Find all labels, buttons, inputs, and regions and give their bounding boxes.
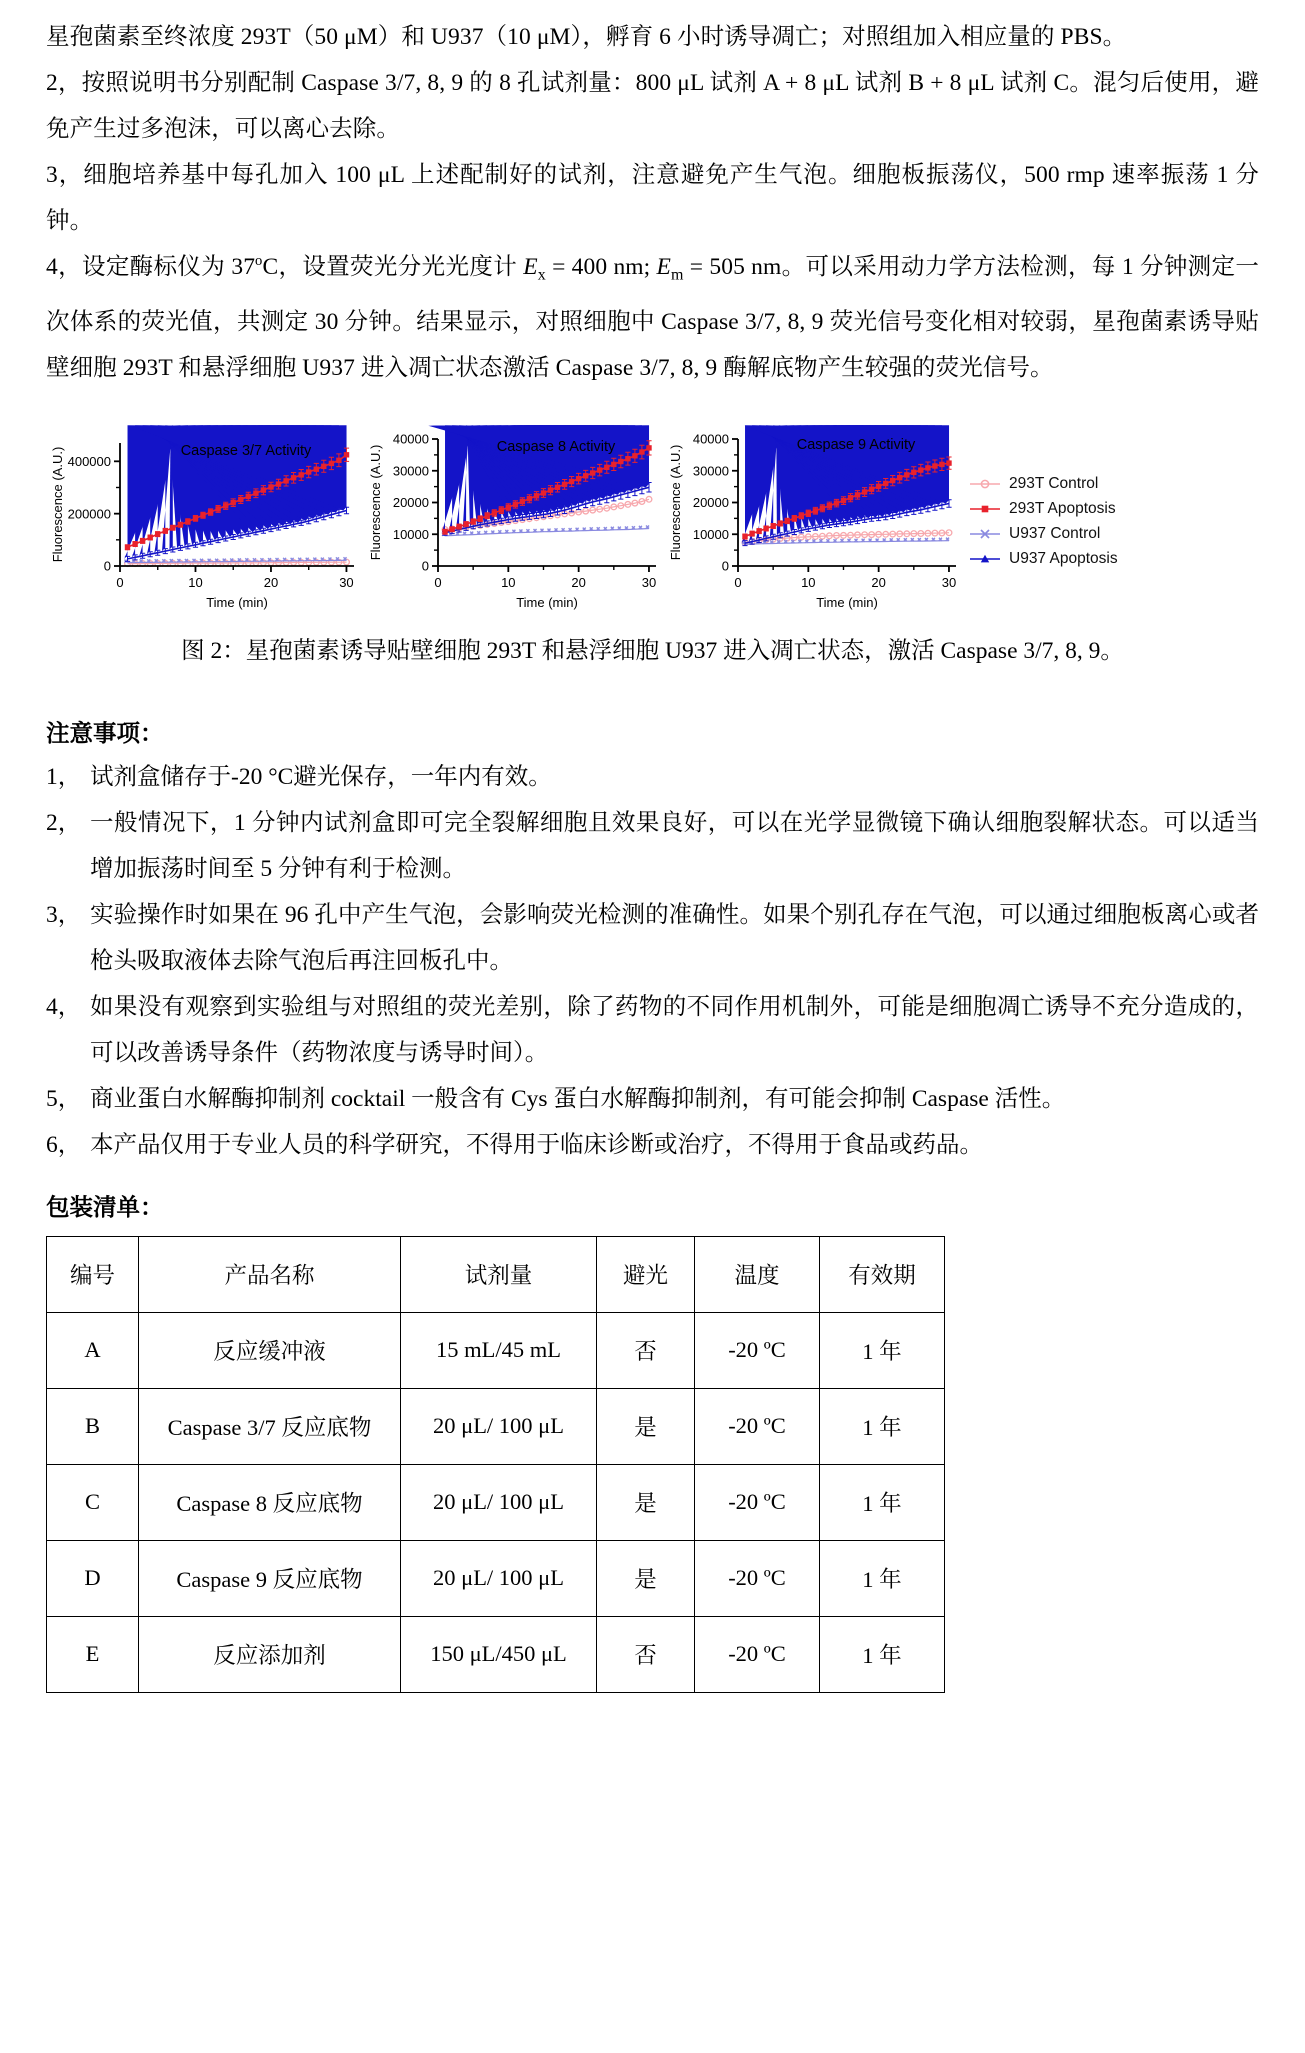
legend-marker-icon — [968, 477, 1002, 491]
figure-2 — [46, 425, 1259, 610]
table-cell: 1 年 — [820, 1464, 945, 1540]
svg-text:20000: 20000 — [392, 494, 429, 510]
svg-text:10000: 10000 — [392, 526, 429, 542]
table-cell: 是 — [597, 1540, 695, 1616]
note-number: 5， — [46, 1085, 82, 1112]
svg-text:30: 30 — [641, 574, 657, 590]
table-cell: 20 μL/ 100 μL — [401, 1388, 597, 1464]
paragraph-4 — [46, 244, 1259, 391]
table-cell: 20 μL/ 100 μL — [401, 1540, 597, 1616]
table-cell: 否 — [597, 1616, 695, 1692]
svg-text:400000: 400000 — [67, 453, 111, 469]
legend-marker-icon — [968, 527, 1002, 541]
note-item — [46, 1076, 1259, 1122]
legend-item — [968, 473, 1118, 496]
table-row — [47, 1388, 945, 1464]
svg-text:Caspase 9 Activity: Caspase 9 Activity — [796, 436, 916, 453]
figure-legend — [968, 473, 1118, 571]
table-cell: Caspase 9 反应底物 — [139, 1540, 401, 1616]
svg-text:20: 20 — [263, 574, 279, 590]
chart-caspase-9 — [666, 425, 966, 610]
table-cell: -20 ºC — [695, 1616, 820, 1692]
svg-text:Fluorescence (A.U.): Fluorescence (A.U.) — [668, 444, 683, 560]
svg-text:10: 10 — [501, 574, 516, 590]
table-cell: -20 ºC — [695, 1312, 820, 1388]
p4-prefix: 4，设定酶标仪为 37 — [46, 254, 256, 280]
p4-degree-symbol: o — [255, 253, 263, 270]
note-number: 4， — [46, 993, 82, 1020]
table-cell: 是 — [597, 1388, 695, 1464]
table-header-row — [47, 1236, 945, 1312]
paragraph-1: 星孢菌素至终浓度 293T（50 μM）和 U937（10 μM），孵育 6 小时诱导凋亡；对照组加入相应量的 PBS。 — [46, 24, 1127, 50]
svg-text:0: 0 — [116, 574, 124, 590]
table-cell: 反应缓冲液 — [139, 1312, 401, 1388]
table-column-header: 温度 — [695, 1236, 820, 1312]
p4-ex-value: = 400 nm; — [545, 254, 657, 280]
svg-text:30000: 30000 — [692, 463, 729, 479]
note-item — [46, 1122, 1259, 1168]
packing-list-table — [46, 1236, 945, 1693]
table-column-header: 试剂量 — [401, 1236, 597, 1312]
table-column-header: 避光 — [597, 1236, 695, 1312]
note-number: 1， — [46, 763, 82, 790]
chart-caspase-8 — [366, 425, 666, 610]
svg-text:0: 0 — [734, 574, 742, 590]
table-cell: 20 μL/ 100 μL — [401, 1464, 597, 1540]
table-cell: Caspase 3/7 反应底物 — [139, 1388, 401, 1464]
svg-text:20: 20 — [571, 574, 586, 590]
svg-text:Caspase 3/7 Activity: Caspase 3/7 Activity — [180, 442, 312, 459]
svg-text:10: 10 — [188, 574, 203, 590]
chart-caspase-3-7 — [46, 425, 366, 610]
table-cell: A — [47, 1312, 139, 1388]
note-text: 如果没有观察到实验组与对照组的荧光差别，除了药物的不同作用机制外，可能是细胞凋亡诱导不充分造成的，可以改善诱导条件（药物浓度与诱导时间）。 — [90, 993, 1259, 1066]
svg-text:30: 30 — [339, 574, 354, 590]
table-cell: B — [47, 1388, 139, 1464]
table-cell: 15 mL/45 mL — [401, 1312, 597, 1388]
table-row — [47, 1464, 945, 1540]
legend-label: 293T Control — [1009, 475, 1099, 493]
table-column-header: 产品名称 — [139, 1236, 401, 1312]
table-row — [47, 1616, 945, 1692]
legend-label: 293T Apoptosis — [1009, 500, 1116, 518]
note-item — [46, 754, 1259, 800]
paragraph-3: 3，细胞培养基中每孔加入 100 μL 上述配制好的试剂，注意避免产生气泡。细胞板振荡仪，500 rmp 速率振荡 1 分钟。 — [46, 162, 1259, 234]
legend-item — [968, 548, 1118, 571]
svg-text:Fluorescence (A.U.): Fluorescence (A.U.) — [50, 446, 65, 562]
svg-text:10000: 10000 — [692, 526, 729, 542]
table-cell: 1 年 — [820, 1312, 945, 1388]
table-cell: -20 ºC — [695, 1540, 820, 1616]
svg-text:30: 30 — [941, 574, 957, 590]
svg-text:10: 10 — [801, 574, 816, 590]
figure-caption: 图 2：星孢菌素诱导贴壁细胞 293T 和悬浮细胞 U937 进入凋亡状态，激活 Caspase 3/7, 8, 9。 — [181, 637, 1124, 664]
note-text: 本产品仅用于专业人员的科学研究，不得用于临床诊断或治疗，不得用于食品或药品。 — [90, 1131, 983, 1158]
svg-text:0: 0 — [421, 558, 429, 574]
table-cell: -20 ºC — [695, 1464, 820, 1540]
table-row — [47, 1540, 945, 1616]
legend-item — [968, 523, 1118, 546]
note-item — [46, 984, 1259, 1076]
table-cell: 1 年 — [820, 1616, 945, 1692]
svg-text:Time (min): Time (min) — [816, 594, 878, 610]
p4-tail: 。可以采用动力学方法检测，每 1 分钟测定一次体系的荧光值，共测定 30 分钟。结果显示，对照细胞中 Caspase 3/7, 8, 9 荧光信号变化相对较弱，星孢菌素诱导贴壁细胞 293T 和悬浮细胞 U937 进入凋亡状态激活 Caspase 3/7, 8, 9 酶解底物产生较强的荧光信号。 — [46, 254, 1260, 381]
note-item — [46, 892, 1259, 984]
table-column-header: 有效期 — [820, 1236, 945, 1312]
p4-em-symbol: E — [656, 254, 672, 280]
p4-celsius: C，设置荧光分光光度计 — [262, 254, 524, 280]
svg-text:20000: 20000 — [692, 494, 729, 510]
legend-marker-icon — [968, 552, 1002, 566]
table-cell: Caspase 8 反应底物 — [139, 1464, 401, 1540]
svg-text:Fluorescence (A.U.): Fluorescence (A.U.) — [368, 444, 383, 560]
packing-list-heading: 包装清单： — [46, 1194, 164, 1221]
table-cell: 是 — [597, 1464, 695, 1540]
p4-ex-subscript: x — [537, 266, 546, 284]
table-cell: 1 年 — [820, 1388, 945, 1464]
table-cell: C — [47, 1464, 139, 1540]
legend-item — [968, 498, 1118, 521]
svg-text:20: 20 — [871, 574, 886, 590]
note-number: 6， — [46, 1131, 82, 1158]
svg-text:40000: 40000 — [692, 431, 729, 447]
note-text: 实验操作时如果在 96 孔中产生气泡，会影响荧光检测的准确性。如果个别孔存在气泡，可以通过细胞板离心或者枪头吸取液体去除气泡后再注回板孔中。 — [90, 901, 1259, 974]
svg-text:40000: 40000 — [392, 431, 429, 447]
svg-text:0: 0 — [721, 558, 729, 574]
legend-marker-icon — [968, 502, 1002, 516]
paragraph-2: 2，按照说明书分别配制 Caspase 3/7, 8, 9 的 8 孔试剂量：800 μL 试剂 A + 8 μL 试剂 B + 8 μL 试剂 C。混匀后使用，避免产生过多泡沫，可以离心去除。 — [46, 70, 1259, 142]
svg-text:0: 0 — [103, 558, 111, 574]
note-text: 商业蛋白水解酶抑制剂 cocktail 一般含有 Cys 蛋白水解酶抑制剂，有可能会抑制 Caspase 活性。 — [90, 1085, 1066, 1112]
notes-list — [46, 754, 1259, 1168]
note-text: 试剂盒储存于-20 °C避光保存，一年内有效。 — [90, 763, 552, 790]
note-number: 2， — [46, 809, 82, 836]
table-row — [47, 1312, 945, 1388]
p4-em-subscript: m — [671, 266, 684, 284]
table-cell: 反应添加剂 — [139, 1616, 401, 1692]
legend-label: U937 Apoptosis — [1009, 550, 1118, 568]
table-cell: -20 ºC — [695, 1388, 820, 1464]
note-item — [46, 800, 1259, 892]
table-cell: 否 — [597, 1312, 695, 1388]
note-number: 3， — [46, 901, 82, 928]
legend-label: U937 Control — [1009, 525, 1101, 543]
svg-text:0: 0 — [434, 574, 442, 590]
table-cell: 150 μL/450 μL — [401, 1616, 597, 1692]
note-text: 一般情况下，1 分钟内试剂盒即可完全裂解细胞且效果良好，可以在光学显微镜下确认细胞裂解状态。可以适当增加振荡时间至 5 分钟有利于检测。 — [90, 809, 1259, 882]
notes-heading: 注意事项： — [46, 720, 164, 747]
table-cell: E — [47, 1616, 139, 1692]
svg-text:Caspase 8 Activity: Caspase 8 Activity — [496, 438, 616, 455]
table-column-header: 编号 — [47, 1236, 139, 1312]
table-cell: 1 年 — [820, 1540, 945, 1616]
table-cell: D — [47, 1540, 139, 1616]
p4-em-value: = 505 nm — [683, 254, 782, 280]
svg-text:30000: 30000 — [392, 463, 429, 479]
svg-text:Time (min): Time (min) — [516, 594, 578, 610]
svg-text:200000: 200000 — [67, 506, 111, 522]
svg-text:Time (min): Time (min) — [206, 594, 268, 610]
p4-ex-symbol: E — [523, 254, 538, 280]
